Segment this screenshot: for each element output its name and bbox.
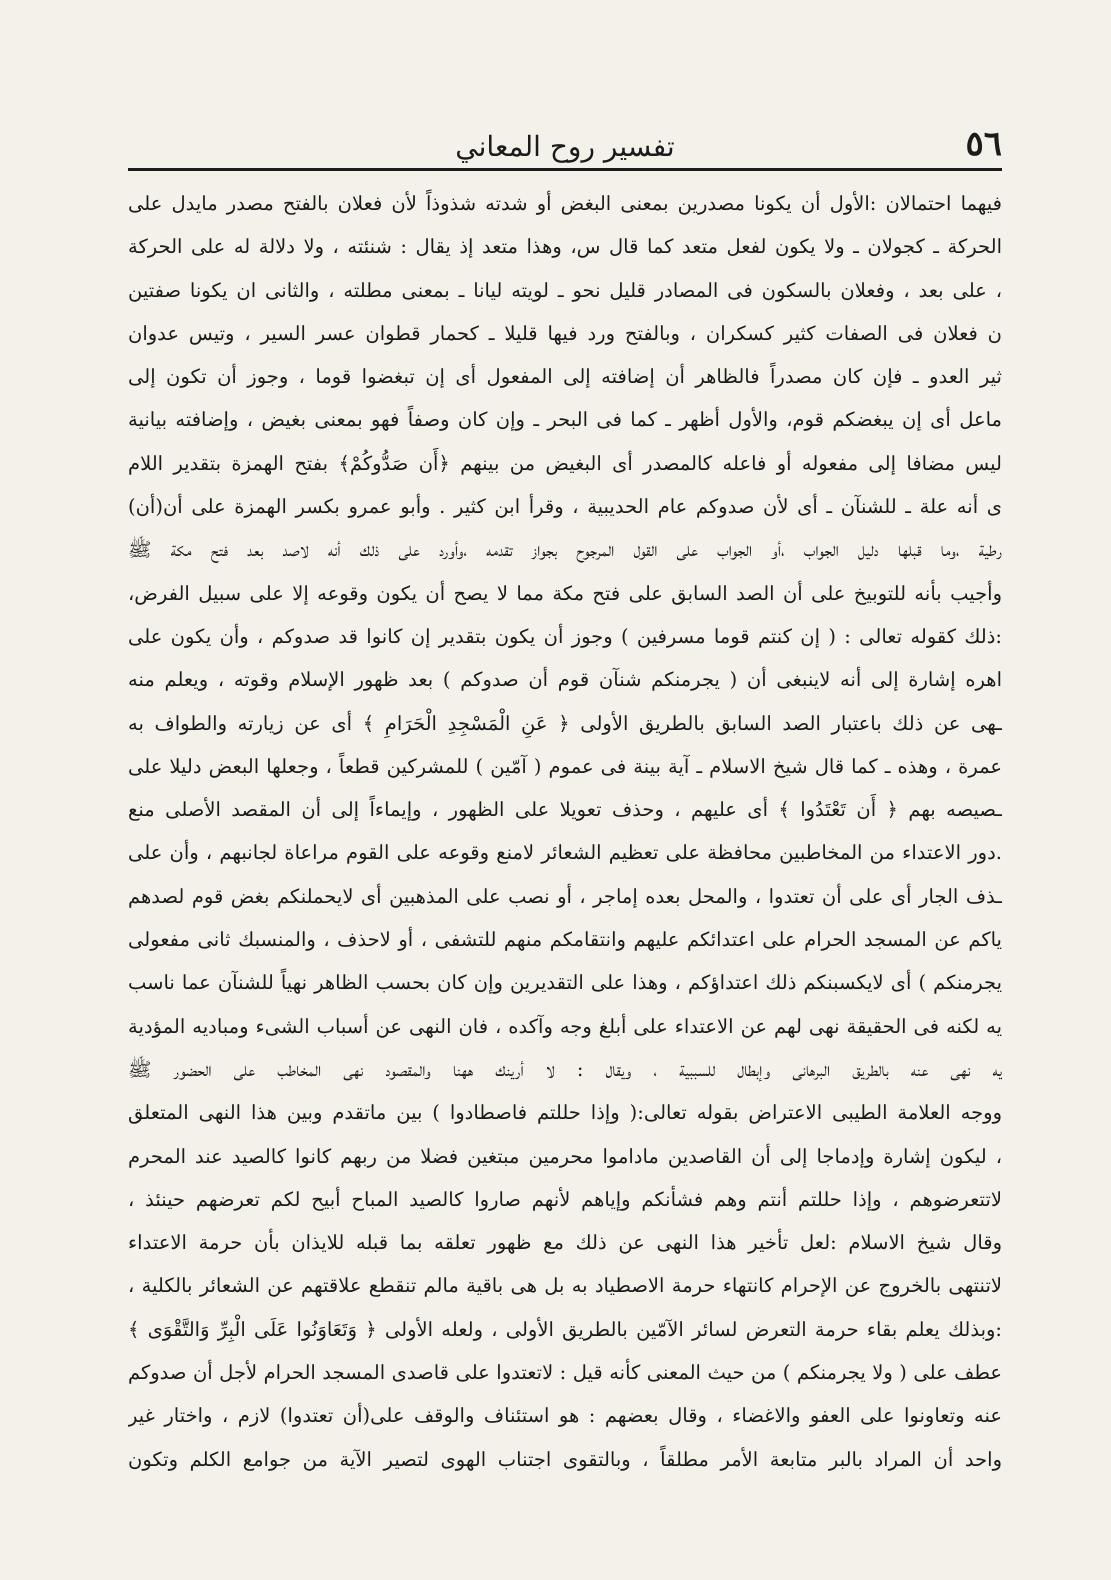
text-line: ثير العدو ـ فإن كان مصدراً فالظاهر أن إضافته إلى المفعول أى إن تبغضوا قوما ، وجوز أن تكون إلى [128, 365, 1002, 389]
text-line: عمرة ، وهذه ـ كما قال شيخ الاسلام ـ آية بينة فى عموم ( آمّين ) للمشركين قطعاً ، وجعلها البعض دليلا على [128, 754, 1002, 778]
text-line: الحركة ـ كجولان ـ ولا يكون لفعل متعد كما قال س، وهذا متعد إذ يقال : شنئته ، ولا دلالة له على الحركة [128, 235, 1002, 259]
text-line: ، على بعد ، وفعلان بالسكون فى المصادر قليل نحو ـ لويته ليانا ـ بمعنى مطلته ، والثانى ان يكونا صفتين [128, 278, 1002, 302]
text-line: ياكم عن المسجد الحرام على اعتدائكم عليهم وانتقامكم منهم للتشفى ، أو لاحذف ، والمنسبك ثانى مفعولى [128, 928, 1002, 952]
text-line: واحد أن المراد بالبر متابعة الأمر مطلقاً ، وبالتقوى اجتناب الهوى لتصير الآية من جوامع الكلم وتكون [128, 1447, 1002, 1471]
body-text [128, 182, 1002, 1481]
text-line: لاتتعرضوهم ، وإذا حللتم أنتم وهم فشأنكم وإياهم لأنهم صاروا كالصيد المباح أبيح لكم تعرضهم حينئذ ، [128, 1187, 1002, 1211]
text-line: :وبذلك يعلم بقاء حرمة التعرض لسائر الآمّين بالطريق الأولى ، ولعله الأولى ﴿ وَتَعَاوَنُوا عَلَى الْبِرِّ وَالتَّقْوَى ﴾ [128, 1317, 1002, 1341]
text-line: ن فعلان فى الصفات كثير كسكران ، وبالفتح ورد فيها قليلا ـ كحمار قطوان عسر السير ، وتيس عدوان [128, 321, 1002, 345]
text-line: .دور الاعتداء من المخاطبين محافظة على تعظيم الشعائر لامنع وقوعه على القوم مراعاة لجانبهم ، وأن على [128, 841, 1002, 865]
text-line: ـهى عن ذلك باعتبار الصد السابق بالطريق الأولى ﴿ عَنِ الْمَسْجِدِ الْحَرَامِ ﴾ أى عن زيارته والطواف به [128, 711, 1002, 735]
text-line: عنه وتعاونوا على العفو والاغضاء ، وقال بعضهم : هو استئناف والوقف على(أن تعتدوا) لازم ، واختار غير [128, 1404, 1002, 1428]
page-header [128, 120, 1002, 168]
running-title: تفسير روح المعاني [455, 130, 675, 163]
text-line: يه لكنه فى الحقيقة نهى لهم عن الاعتداء على أبلغ وجه وآكده ، فان النهى عن أسباب الشىء ومباديه المؤدية [128, 1014, 1002, 1038]
header-rule [128, 168, 1002, 171]
text-line: ، ليكون إشارة وإدماجا إلى أن القاصدين ماداموا محرمين مبتغين فضلا من ربهم كانوا كالصيد عند المحرم [128, 1144, 1002, 1168]
text-line: ى أنه علة ـ للشنآن ـ أى لأن صدوكم عام الحديبية ، وقرأ ابن كثير . وأبو عمرو بكسر الهمزة على أن(أن) [128, 495, 1002, 519]
text-line: ليس مضافا إلى مفعوله أو فاعله كالمصدر أى البغيض من بينهم ﴿أَن صَدُّوكُمْ﴾ بفتح الهمزة بتقدير اللام [128, 451, 1002, 475]
text-line: فيهما احتمالان :الأول أن يكونا مصدرين بمعنى البغض أو شدته شذوذاً لأن فعلان بالفتح مصدر مايدل على [128, 192, 1002, 215]
text-line: ووجه العلامة الطيبى الاعتراض بقوله تعالى:( وإذا حللتم فاصطادوا ) بين ماتقدم وبين هذا النهى المتعلق [128, 1101, 1002, 1125]
text-line: يه نهى عنه بالطريق البرهانى وإبطال للسببية ، ويقال : لا أرينك ههنا والمقصود نهى المخاطب على الحضور ﷺ [128, 1057, 1002, 1081]
text-line: يجرمنكم ) أى لايكسبنكم ذلك اعتداؤكم ، وهذا على التقديرين وإن كان بحسب الظاهر نهياً للشنآن عما ناسب [128, 971, 1002, 995]
text-line: وقال شيخ الاسلام :لعل تأخير هذا النهى عن ذلك مع ظهور تعلقه بما قبله للايذان بأن حرمة الاعتداء [128, 1231, 1002, 1255]
text-line: لاتنتهى بالخروج عن الإحرام كانتهاء حرمة الاصطياد به بل هى باقية مالم تنقطع علاقتهم عن الشعائر بالكلية ، [128, 1274, 1002, 1298]
text-line: ـصيصه بهم ﴿ أَن تَعْتَدُوا ﴾ أى عليهم ، وحذف تعويلا على الظهور ، وإيماءاً إلى أن المقصد الأصلى منع [128, 798, 1002, 822]
text-line: ـذف الجار أى على أن تعتدوا ، والمحل بعده إماجر ، أو نصب على المذهبين أى لايحملنكم بغض قوم لصدهم [128, 884, 1002, 908]
text-line: عطف على ( ولا يجرمنكم ) من حيث المعنى كأنه قيل : لاتعتدوا على قاصدى المسجد الحرام لأجل أن صدوكم [128, 1361, 1002, 1385]
text-line: رطية ،وما قبلها دليل الجواب ،أو الجواب على القول المرجوح بجواز تقدمه ،وأورد على ذلك أنه لاصد بعد فتح مكة ﷺ [128, 538, 1002, 562]
text-line: ماعل أى إن يبغضكم قوم، والأول أظهر ـ كما فى البحر ـ وإن كان وصفاً فهو بمعنى بغيض ، وإضافته بيانية [128, 408, 1002, 432]
text-line: وأجيب بأنه للتوبيخ على أن الصد السابق على فتح مكة مما لا يصح أن يكون وقوعه إلا على سبيل الفرض، [128, 581, 1002, 605]
page-number: ٥٦ [965, 124, 1002, 164]
text-line: اهره إشارة إلى أنه لاينبغى أن ( يجرمنكم شنآن قوم أن صدوكم ) بعد ظهور الإسلام وقوته ، ويعلم منه [128, 668, 1002, 692]
text-line: :ذلك كقوله تعالى : ( إن كنتم قوما مسرفين ) وجوز أن يكون بتقدير إن كانوا قد صدوكم ، وأن يكون على [128, 624, 1002, 648]
